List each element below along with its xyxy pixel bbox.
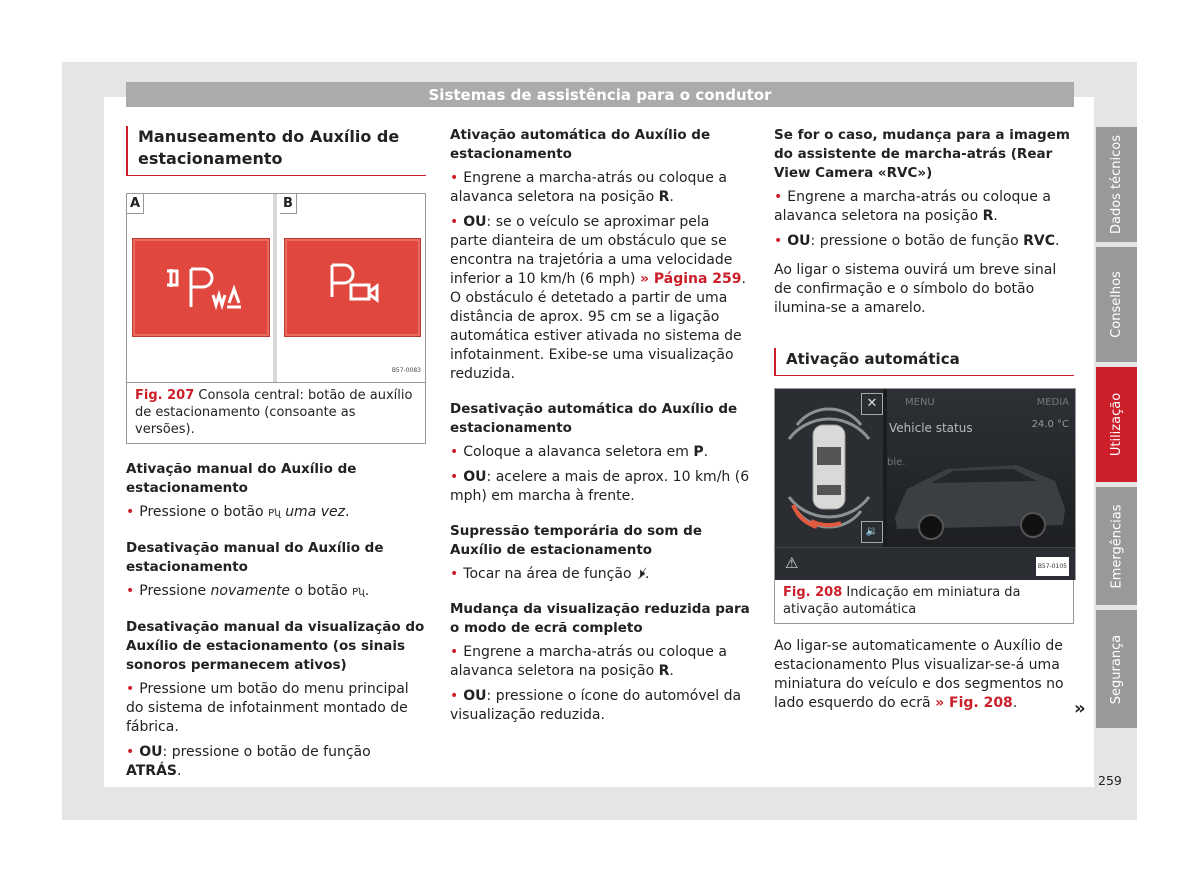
list-item: • Tocar na área de função 🕨̸. bbox=[450, 565, 750, 584]
figure-code: B57-0083 bbox=[391, 367, 421, 374]
text: Pressione bbox=[139, 583, 207, 599]
figure-label: Fig. 208 bbox=[783, 585, 843, 600]
text: : pressione o botão de função bbox=[810, 233, 1019, 249]
temperature-readout: 24.0 °C bbox=[1031, 419, 1069, 430]
heading-ativacao-manual: Ativação manual do Auxílio de estacionamento bbox=[126, 461, 357, 496]
chapter-header: Sistemas de assistência para o condutor bbox=[126, 82, 1074, 107]
key-label: R bbox=[658, 189, 670, 205]
tab-label: Emergências bbox=[1109, 504, 1125, 588]
text: Engrene a marcha-atrás ou coloque a alavanca seletora na posição bbox=[450, 170, 727, 205]
heading-mudanca-visualizacao: Mudança da visualização reduzida para o modo de ecrã completo bbox=[450, 601, 750, 636]
park-sensor-icon: Pʯ bbox=[268, 508, 281, 519]
list-item: • Pressione um botão do menu principal do sistema de infotainment montado de fábrica. bbox=[126, 680, 426, 737]
or-label: OU bbox=[787, 233, 811, 249]
figure-207 bbox=[126, 193, 426, 383]
text: : se o veículo se aproximar pela parte dianteira de um obstáculo que se encontra na trajetória a uma velocidade inferior a 10 km/h (6 mph) bbox=[450, 214, 733, 287]
link-text: Fig. 208 bbox=[949, 695, 1013, 711]
or-label: OU bbox=[463, 469, 487, 485]
list-item: • Pressione novamente o botão Pʯ. bbox=[126, 582, 426, 602]
text: . O obstáculo é detetado a partir de uma distância de aprox. 95 cm se a ligação automática estiver ativada no sistema de infotainment. Exibe-se uma visualização reduzida. bbox=[450, 271, 746, 382]
or-label: OU bbox=[463, 214, 487, 230]
key-label: R bbox=[658, 663, 670, 679]
caption-text: Consola central: botão de auxílio de estacionamento (consoante as versões). bbox=[135, 388, 413, 437]
tab-dados-tecnicos[interactable] bbox=[1096, 127, 1137, 242]
text: Engrene a marcha-atrás ou coloque a alavanca seletora na posição bbox=[774, 189, 1051, 224]
infotainment-screen bbox=[887, 389, 1075, 547]
mute-sound-icon: 🕨̸ bbox=[635, 566, 645, 582]
tab-emergencias[interactable] bbox=[1096, 487, 1137, 605]
tab-label: Utilização bbox=[1109, 392, 1124, 457]
park-sensor-icon: Pʯ bbox=[352, 587, 365, 598]
suv-image bbox=[887, 389, 1075, 547]
tab-conselhos[interactable] bbox=[1096, 247, 1137, 362]
list-item: • Engrene a marcha-atrás ou coloque a alavanca seletora na posição R. bbox=[450, 169, 750, 207]
figure-208 bbox=[774, 388, 1076, 580]
list-item: • OU: pressione o botão de função ATRÁS. bbox=[126, 743, 426, 781]
page-link[interactable]: » Página 259 bbox=[639, 271, 742, 287]
key-label: RVC bbox=[1023, 233, 1056, 249]
paragraph: Ao ligar-se automaticamente o Auxílio de estacionamento Plus visualizar-se-á uma miniatura do veículo e dos segmentos no lado esquerdo do ecrã » Fig. 208. bbox=[774, 638, 1064, 711]
tab-label: Segurança bbox=[1109, 634, 1124, 704]
or-label: OU bbox=[139, 744, 163, 760]
text: : pressione o ícone do automóvel da visualização reduzida. bbox=[450, 688, 742, 723]
figure-code: B57-0105 bbox=[1036, 557, 1069, 576]
heading-supressao-som: Supressão temporária do som de Auxílio de estacionamento bbox=[450, 523, 702, 558]
tab-label: Dados técnicos bbox=[1109, 134, 1124, 235]
rear-camera-icon bbox=[285, 239, 420, 336]
text: Pressione o botão bbox=[139, 504, 264, 520]
tab-seguranca[interactable] bbox=[1096, 610, 1137, 728]
key-label: ATRÁS bbox=[126, 763, 177, 779]
menu-label[interactable]: MENU bbox=[905, 397, 935, 408]
figure-label: Fig. 207 bbox=[135, 388, 195, 403]
heading-ativacao-automatica: Ativação automática do Auxílio de estacionamento bbox=[450, 127, 711, 162]
column-1 bbox=[126, 126, 426, 787]
text: : acelere a mais de aprox. 10 km/h (6 mph) em marcha à frente. bbox=[450, 469, 750, 504]
continue-arrow: » bbox=[1074, 698, 1086, 719]
emphasis: uma vez bbox=[285, 504, 345, 520]
partial-label: ble. bbox=[887, 457, 906, 468]
list-item: • OU: pressione o botão de função RVC. bbox=[774, 232, 1074, 251]
caption-text: Indicação em miniatura da ativação automática bbox=[783, 585, 1021, 617]
paragraph: Ao ligar o sistema ouvirá um breve sinal de confirmação e o símbolo do botão ilumina-se a amarelo. bbox=[774, 262, 1057, 316]
warning-icon: ⚠ bbox=[785, 554, 799, 572]
panel-divider bbox=[273, 194, 277, 382]
page-number: 259 bbox=[1098, 773, 1122, 788]
park-assist-button-b bbox=[284, 238, 421, 337]
vehicle-status-label: Vehicle status bbox=[889, 421, 973, 435]
heading-rvc: Se for o caso, mudança para a imagem do assistente de marcha-atrás (Rear View Camera «RVC») bbox=[774, 127, 1070, 181]
park-assist-button-a bbox=[132, 238, 270, 337]
section-title-manuseamento: Manuseamento do Auxílio de estacionamento bbox=[126, 126, 426, 176]
media-label[interactable]: MEDIA bbox=[1036, 397, 1069, 408]
section-title-ativacao-automatica: Ativação automática bbox=[774, 348, 1074, 376]
heading-desativacao-automatica: Desativação automática do Auxílio de estacionamento bbox=[450, 401, 738, 436]
tab-utilizacao[interactable] bbox=[1096, 367, 1137, 482]
figure-link[interactable]: » Fig. 208 bbox=[935, 695, 1013, 711]
emphasis: novamente bbox=[210, 583, 291, 599]
text: o botão bbox=[294, 583, 348, 599]
list-item bbox=[450, 468, 750, 506]
park-assist-sensor-icon bbox=[133, 239, 269, 336]
text: Ao ligar-se automaticamente o Auxílio de estacionamento Plus visualizar-se-á uma miniatura do veículo e dos segmentos no lado esquerdo do ecrã bbox=[774, 638, 1064, 711]
close-icon[interactable]: ✕ bbox=[861, 393, 883, 415]
figure-207-caption bbox=[126, 383, 426, 444]
list-item bbox=[450, 213, 750, 384]
list-item: • Engrene a marcha-atrás ou coloque a alavanca seletora na posição R. bbox=[450, 643, 750, 681]
list-item bbox=[450, 687, 750, 725]
column-2 bbox=[450, 126, 750, 731]
panel-b-label: B bbox=[280, 194, 297, 214]
or-label: OU bbox=[463, 688, 487, 704]
sound-toggle-icon[interactable]: 🔉 bbox=[861, 521, 883, 543]
text: Coloque a alavanca seletora em bbox=[463, 444, 689, 460]
link-text: Página 259 bbox=[653, 271, 742, 287]
warning-bar bbox=[775, 547, 1075, 580]
column-3 bbox=[774, 126, 1074, 719]
key-label: P bbox=[693, 444, 704, 460]
text: Tocar na área de função bbox=[463, 566, 632, 582]
text: Engrene a marcha-atrás ou coloque a alavanca seletora na posição bbox=[450, 644, 727, 679]
figure-208-caption bbox=[774, 580, 1074, 624]
key-label: R bbox=[982, 208, 994, 224]
list-item: • Engrene a marcha-atrás ou coloque a alavanca seletora na posição R. bbox=[774, 188, 1074, 226]
tab-label: Conselhos bbox=[1109, 271, 1124, 338]
heading-desativacao-manual: Desativação manual do Auxílio de estacionamento bbox=[126, 540, 384, 575]
panel-a-label: A bbox=[127, 194, 144, 214]
heading-desativacao-visualizacao: Desativação manual da visualização do Auxílio de estacionamento (os sinais sonoros permanecem ativos) bbox=[126, 619, 425, 673]
list-item: • Coloque a alavanca seletora em P. bbox=[450, 443, 750, 462]
text: : pressione o botão de função bbox=[162, 744, 371, 760]
list-item: • Pressione o botão Pʯ uma vez. bbox=[126, 503, 426, 523]
